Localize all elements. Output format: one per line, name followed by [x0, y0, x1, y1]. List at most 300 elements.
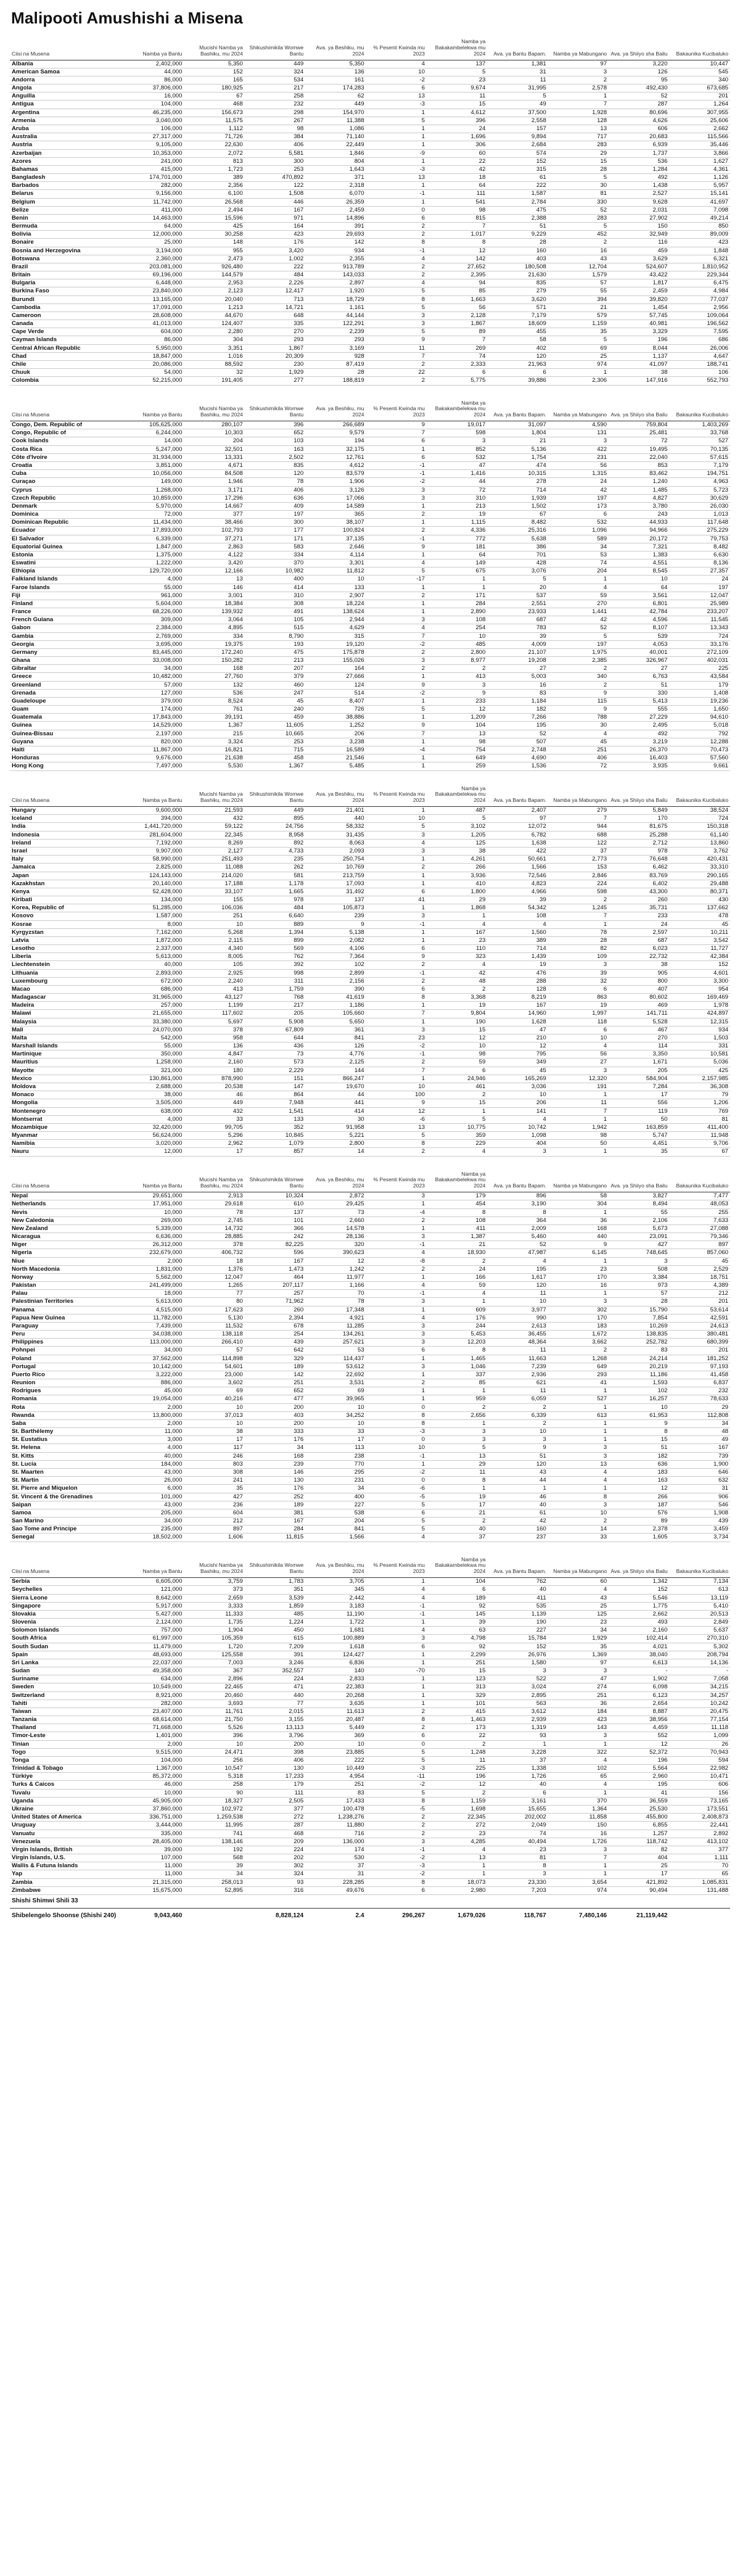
stat-cell: 1,868	[427, 904, 487, 912]
stat-cell: 21,963	[487, 360, 548, 368]
stat-cell: 427	[184, 1493, 244, 1501]
table-row	[10, 109, 730, 117]
stat-cell: 154,970	[305, 109, 366, 117]
stat-cell: 23,840,000	[123, 287, 184, 295]
country-name-cell: Gibraltar	[10, 665, 123, 673]
stat-cell: 990	[487, 1314, 548, 1322]
stat-cell: 1	[548, 1091, 609, 1099]
stat-cell: 4,601	[669, 969, 730, 977]
stat-cell: 4	[427, 1290, 487, 1298]
stat-cell: 104,000	[123, 1756, 184, 1764]
stat-cell: 8	[487, 1862, 548, 1870]
stat-cell: 899	[245, 936, 305, 944]
stat-cell: 1,872,000	[123, 936, 184, 944]
stat-cell: 266,689	[305, 421, 366, 429]
stat-cell: 196,562	[669, 320, 730, 328]
table-row	[10, 543, 730, 551]
stat-cell: 81,675	[609, 823, 669, 831]
country-name-cell: Philippines	[10, 1339, 123, 1347]
stat-cell: 11	[487, 1290, 548, 1298]
column-header: Ciisi na Musena	[10, 399, 123, 421]
stat-cell: 5,221	[305, 1132, 366, 1140]
stat-cell: 892	[245, 839, 305, 847]
stat-cell: 124,143,000	[123, 872, 184, 880]
country-name-cell: Burkina Faso	[10, 287, 123, 295]
stat-cell: -4	[366, 1208, 427, 1216]
stat-cell: 10,845	[245, 1132, 305, 1140]
table-row	[10, 1610, 730, 1618]
stat-cell: 11,545	[669, 616, 730, 624]
country-name-cell: Kosovo	[10, 912, 123, 920]
stat-cell: 12	[609, 1485, 669, 1493]
stat-cell: 574	[487, 149, 548, 157]
stat-cell: 104,000	[123, 101, 184, 109]
stat-cell: 293	[245, 336, 305, 344]
stat-cell: 25,606	[669, 117, 730, 125]
stat-cell: 1	[548, 576, 609, 584]
stat-cell: 239	[305, 912, 366, 920]
table-row	[10, 831, 730, 839]
stat-cell: 3	[366, 320, 427, 328]
stat-cell: 396	[245, 421, 305, 429]
stat-cell: 2	[366, 1724, 427, 1732]
stat-cell: 97,193	[669, 1363, 730, 1371]
stat-cell: 30	[548, 182, 609, 190]
stat-cell: 1,867	[427, 320, 487, 328]
stat-cell: 39	[548, 969, 609, 977]
stat-cell: 1,665	[245, 888, 305, 896]
stat-cell: 1	[366, 608, 427, 616]
stat-cell: 190	[427, 1018, 487, 1026]
stat-cell: 944	[548, 823, 609, 831]
stat-cell: 133	[245, 1115, 305, 1123]
stat-cell: 2,239	[305, 328, 366, 336]
stat-cell: 173,551	[669, 1805, 730, 1813]
stat-cell: 167	[245, 1517, 305, 1525]
stat-cell: 352,557	[245, 1667, 305, 1675]
stat-cell: 107,000	[123, 1854, 184, 1862]
country-name-cell: Saipan	[10, 1501, 123, 1509]
stat-cell: 1,264	[669, 101, 730, 109]
country-name-cell: Antigua	[10, 101, 123, 109]
stat-cell: 1	[366, 519, 427, 527]
stat-cell: 6	[487, 369, 548, 377]
stat-cell: 1,257	[609, 1830, 669, 1838]
stat-cell: 897	[669, 1241, 730, 1249]
stat-cell: 474	[487, 461, 548, 469]
stat-cell: 194	[305, 437, 366, 445]
stat-cell: 4,261	[427, 856, 487, 864]
stat-cell: -3	[366, 1765, 427, 1773]
stat-cell: 5,410	[669, 1602, 730, 1610]
stat-cell: 101,000	[123, 1493, 184, 1501]
stat-cell: 594	[669, 1756, 730, 1764]
stat-cell: 33	[184, 1115, 244, 1123]
country-name-cell: St. Lucia	[10, 1460, 123, 1468]
stat-cell: 3	[609, 1257, 669, 1265]
stat-cell: 1,112	[184, 125, 244, 133]
column-header: Namba ya Bakakambelekwa mu 2024	[427, 785, 487, 807]
stat-cell: 14,721	[245, 303, 305, 312]
stat-cell: 6	[366, 1509, 427, 1517]
table-row	[10, 174, 730, 182]
table-row	[10, 640, 730, 648]
stat-cell: -	[669, 1667, 730, 1675]
country-name-cell: Solomon Islands	[10, 1627, 123, 1635]
stat-cell: 26	[669, 1740, 730, 1748]
stat-cell: 2,082	[305, 936, 366, 944]
stat-cell: 29,425	[305, 1200, 366, 1208]
table-row	[10, 1091, 730, 1099]
stat-cell: 8,063	[305, 839, 366, 847]
table-row	[10, 1635, 730, 1643]
stat-cell: 32,420,000	[123, 1123, 184, 1131]
stat-cell: 57	[609, 1290, 669, 1298]
table-row	[10, 1838, 730, 1846]
stat-cell: 61,140	[669, 831, 730, 839]
stat-cell: 4,106	[305, 945, 366, 953]
stat-cell: 21	[427, 1241, 487, 1249]
stat-cell: 85	[427, 287, 487, 295]
stat-cell: 3,333	[184, 1602, 244, 1610]
stat-cell: 5,562,000	[123, 1273, 184, 1281]
stat-cell: 3	[366, 1838, 427, 1846]
stat-cell: 38,956	[609, 1716, 669, 1724]
stat-cell: 80,602	[609, 994, 669, 1002]
stat-cell: 2,156	[305, 977, 366, 985]
stat-cell: 104	[427, 1578, 487, 1586]
stat-cell: 6,630	[669, 551, 730, 559]
stat-cell: 24,214	[609, 1355, 669, 1363]
stat-cell: 41,619	[305, 994, 366, 1002]
stat-cell: 27,902	[609, 214, 669, 222]
stat-cell: 8	[366, 1411, 427, 1419]
stat-cell: 1	[366, 1371, 427, 1379]
stat-cell: 298	[245, 109, 305, 117]
stat-cell: 311	[245, 977, 305, 985]
country-name-cell: Bonaire	[10, 239, 123, 247]
stat-cell: 714	[487, 945, 548, 953]
stat-cell: 1,367	[245, 762, 305, 770]
stat-cell: 2,684	[487, 141, 548, 149]
stat-cell: 3	[366, 1026, 427, 1034]
stat-cell: 102,414	[609, 1635, 669, 1643]
stat-cell: 7,633	[669, 1216, 730, 1224]
stat-cell: 315	[487, 165, 548, 173]
stat-cell: 36,455	[487, 1331, 548, 1339]
stat-cell: 2,384,000	[123, 624, 184, 632]
country-name-cell: Sri Lanka	[10, 1659, 123, 1667]
stat-cell: 43,000	[123, 1469, 184, 1477]
stat-cell: 6,763	[609, 673, 669, 681]
stat-cell: 1,593	[609, 1379, 669, 1387]
stat-cell: 128	[487, 985, 548, 993]
stat-cell: 10,769	[305, 864, 366, 872]
stat-cell: 29,651,000	[123, 1192, 184, 1200]
stat-cell: 8	[366, 1419, 427, 1427]
stat-cell: 2,394	[245, 1314, 305, 1322]
stat-cell: 9	[548, 706, 609, 714]
stat-cell: 1,319	[487, 1724, 548, 1732]
table-row	[10, 133, 730, 141]
stat-cell: 514	[305, 689, 366, 697]
stat-cell: 73	[305, 1208, 366, 1216]
country-name-cell: Nicaragua	[10, 1233, 123, 1241]
stat-cell: 98	[427, 1051, 487, 1059]
stat-cell: 400	[245, 576, 305, 584]
stat-cell: 31	[487, 68, 548, 76]
stat-cell: 3,351	[184, 344, 244, 352]
stat-cell: 6,836	[305, 1659, 366, 1667]
table-row	[10, 872, 730, 880]
stat-cell: 83	[609, 1347, 669, 1355]
stat-cell: 97	[487, 815, 548, 823]
table-row	[10, 746, 730, 754]
table-row	[10, 231, 730, 239]
stat-cell: 22,465	[184, 1683, 244, 1691]
stat-cell: 7	[366, 1010, 427, 1018]
stat-cell: 15,141	[669, 190, 730, 198]
stat-cell: 4	[427, 920, 487, 928]
stat-cell: 143	[548, 1724, 609, 1732]
stat-cell: 23	[366, 1034, 427, 1042]
stat-cell: 10,324	[245, 1192, 305, 1200]
stat-cell: 17	[609, 1091, 669, 1099]
stat-cell: 46	[487, 1493, 548, 1501]
stat-cell: 20,309	[245, 352, 305, 360]
stat-cell: 1,605	[609, 1534, 669, 1542]
stat-cell: 177	[245, 527, 305, 535]
country-name-cell: Marshall Islands	[10, 1042, 123, 1051]
stat-cell: 22,345	[184, 831, 244, 839]
stat-cell: 396	[184, 1732, 244, 1740]
stat-cell: 253	[245, 738, 305, 746]
stat-cell: 9,600,000	[123, 807, 184, 815]
stat-cell: 4	[548, 1477, 609, 1485]
stat-cell: 556	[609, 1099, 669, 1107]
stat-cell: 41,697	[669, 198, 730, 206]
grand-total-row	[10, 1908, 730, 1920]
stat-cell: 171	[427, 592, 487, 600]
stat-cell: 21	[487, 437, 548, 445]
stat-cell: 545	[669, 68, 730, 76]
stat-cell: 244	[427, 1322, 487, 1330]
stat-cell: 2,895	[487, 1691, 548, 1699]
stat-cell: 4,966	[487, 888, 548, 896]
stat-cell: 455,800	[609, 1814, 669, 1822]
stat-cell: 6,000	[123, 1485, 184, 1493]
stat-cell: 166	[427, 1273, 487, 1281]
table-row	[10, 1314, 730, 1322]
stat-cell: -8	[366, 1257, 427, 1265]
stat-cell: 369	[305, 1732, 366, 1740]
stat-cell: 3	[427, 1436, 487, 1444]
stat-cell: 404	[487, 1140, 548, 1148]
stat-cell: 1	[548, 93, 609, 101]
country-name-cell: Spain	[10, 1651, 123, 1659]
country-name-cell: Argentina	[10, 109, 123, 117]
stat-cell: 16	[548, 1282, 609, 1290]
stat-cell: 47	[487, 1026, 548, 1034]
stat-cell: 69	[184, 1387, 244, 1395]
table-row	[10, 815, 730, 823]
stat-cell: 15	[427, 101, 487, 109]
stat-cell: 454	[427, 1200, 487, 1208]
table-row	[10, 1862, 730, 1870]
stat-cell: 370	[548, 1797, 609, 1805]
stat-cell: 6,939	[609, 141, 669, 149]
country-name-cell: Gambia	[10, 632, 123, 640]
stat-cell: 59	[548, 592, 609, 600]
stat-cell: 2,000	[123, 1257, 184, 1265]
stat-cell: 39	[427, 1619, 487, 1627]
stat-cell: 452	[548, 231, 609, 239]
stat-cell: 11,605	[245, 722, 305, 730]
stat-cell: 4	[366, 839, 427, 847]
country-name-cell: Grenada	[10, 689, 123, 697]
stat-cell: 4,596	[609, 616, 669, 624]
stat-cell: 11,867,000	[123, 746, 184, 754]
stat-cell: 3	[366, 912, 427, 920]
stat-cell: 124,407	[184, 320, 244, 328]
stat-cell: 13,113	[245, 1724, 305, 1732]
stat-cell: 167	[669, 1444, 730, 1452]
table-row	[10, 255, 730, 263]
country-name-cell: Sudan	[10, 1667, 123, 1675]
stat-cell: 52	[609, 93, 669, 101]
stat-cell: 1,259,538	[184, 1814, 244, 1822]
stat-cell: 227	[487, 1627, 548, 1635]
stat-cell: 1	[427, 1419, 487, 1427]
stat-cell: 9	[366, 336, 427, 344]
stat-cell: 973	[609, 1282, 669, 1290]
stat-cell: 97	[548, 1659, 609, 1667]
stat-cell: 7	[548, 1107, 609, 1115]
stat-cell: -70	[366, 1667, 427, 1675]
stat-cell: 12,000,000	[123, 231, 184, 239]
stat-cell: 10,303	[184, 429, 244, 437]
stat-cell: 180	[184, 1067, 244, 1075]
country-name-cell: Venezuela	[10, 1838, 123, 1846]
country-name-cell: Peru	[10, 1331, 123, 1339]
stat-cell: 6	[366, 85, 427, 93]
stat-cell: 390,623	[305, 1249, 366, 1257]
column-header: Ciisi na Musena	[10, 1556, 123, 1578]
country-name-cell: Seychelles	[10, 1586, 123, 1594]
stat-cell: 1,804	[487, 429, 548, 437]
country-name-cell: New Caledonia	[10, 1216, 123, 1224]
stat-cell: 959	[427, 1395, 487, 1403]
stat-cell: 10	[609, 1403, 669, 1411]
stat-cell: 3,171	[184, 486, 244, 494]
stat-cell: 10	[305, 576, 366, 584]
stat-cell: 449	[305, 101, 366, 109]
country-name-cell: Greece	[10, 673, 123, 681]
table-row	[10, 1477, 730, 1485]
stat-cell: -3	[366, 1862, 427, 1870]
stat-cell: 3,780	[609, 502, 669, 510]
stat-cell: -3	[366, 1428, 427, 1436]
column-header: Namba ya Mabungano	[548, 785, 609, 807]
stat-cell: 28	[487, 239, 548, 247]
stat-cell: 4,895	[184, 624, 244, 632]
stat-cell: -2	[366, 1870, 427, 1878]
table-row	[10, 1699, 730, 1707]
stat-cell: 86,000	[123, 336, 184, 344]
stat-cell: 143,033	[305, 271, 366, 279]
table-row	[10, 85, 730, 93]
table-row	[10, 1594, 730, 1602]
stat-cell: 5,564	[609, 1765, 669, 1773]
stat-cell: 2,160	[609, 1627, 669, 1635]
stat-cell: 23	[487, 1846, 548, 1854]
country-name-cell: Italy	[10, 856, 123, 864]
stat-cell: 1	[427, 1298, 487, 1306]
stat-cell: -2	[366, 640, 427, 648]
stat-cell	[487, 1894, 548, 1908]
stat-cell: 116	[609, 239, 669, 247]
stat-cell: 1	[548, 369, 609, 377]
stat-cell: 11,575	[184, 117, 244, 125]
stat-cell: 18,224	[305, 600, 366, 608]
stat-cell: 2,936	[487, 1371, 548, 1379]
stat-cell: 468	[245, 1830, 305, 1838]
stat-cell: 11	[427, 93, 487, 101]
stat-cell: 754	[427, 746, 487, 754]
stat-cell: 31	[669, 1485, 730, 1493]
table-row	[10, 165, 730, 173]
stat-cell: 687	[609, 936, 669, 944]
stat-cell: 3,238	[305, 738, 366, 746]
table-row	[10, 1042, 730, 1051]
stat-cell: 1,580	[487, 1659, 548, 1667]
stat-cell: 10	[305, 1740, 366, 1748]
stat-cell: 39	[184, 1862, 244, 1870]
stat-cell: 31,492	[305, 888, 366, 896]
stat-cell: 329	[427, 1691, 487, 1699]
stat-cell: 10,482,000	[123, 673, 184, 681]
table-row	[10, 429, 730, 437]
stat-cell: 95	[609, 76, 669, 84]
stat-cell: 3,444,000	[123, 1822, 184, 1830]
tables-container	[10, 38, 730, 1920]
stat-cell: 6,100	[184, 190, 244, 198]
stat-cell: 8,044	[609, 344, 669, 352]
stat-cell: 14,136	[669, 1659, 730, 1667]
country-name-cell: St. Vincent & the Grenadines	[10, 1493, 123, 1501]
stat-cell: 109,064	[669, 312, 730, 320]
stat-cell: 841	[305, 1525, 366, 1534]
stat-cell: 19,208	[487, 657, 548, 665]
stat-cell: 149	[427, 559, 487, 568]
stat-cell: 0	[366, 1477, 427, 1485]
table-row	[10, 1854, 730, 1862]
stat-cell: 258	[245, 93, 305, 101]
table-row	[10, 864, 730, 872]
stat-cell: 160	[487, 1525, 548, 1534]
stat-cell: 127,000	[123, 689, 184, 697]
stat-cell: 24	[609, 920, 669, 928]
stat-cell: 44	[305, 1091, 366, 1099]
stat-cell: 971	[245, 214, 305, 222]
stat-cell: 21,593	[184, 807, 244, 815]
stat-cell: 2	[366, 864, 427, 872]
stat-cell: 246	[184, 1452, 244, 1460]
stat-cell: 18,384	[184, 600, 244, 608]
stat-cell: 282,000	[123, 1699, 184, 1707]
stat-cell: 167	[245, 1257, 305, 1265]
table-row	[10, 1814, 730, 1822]
